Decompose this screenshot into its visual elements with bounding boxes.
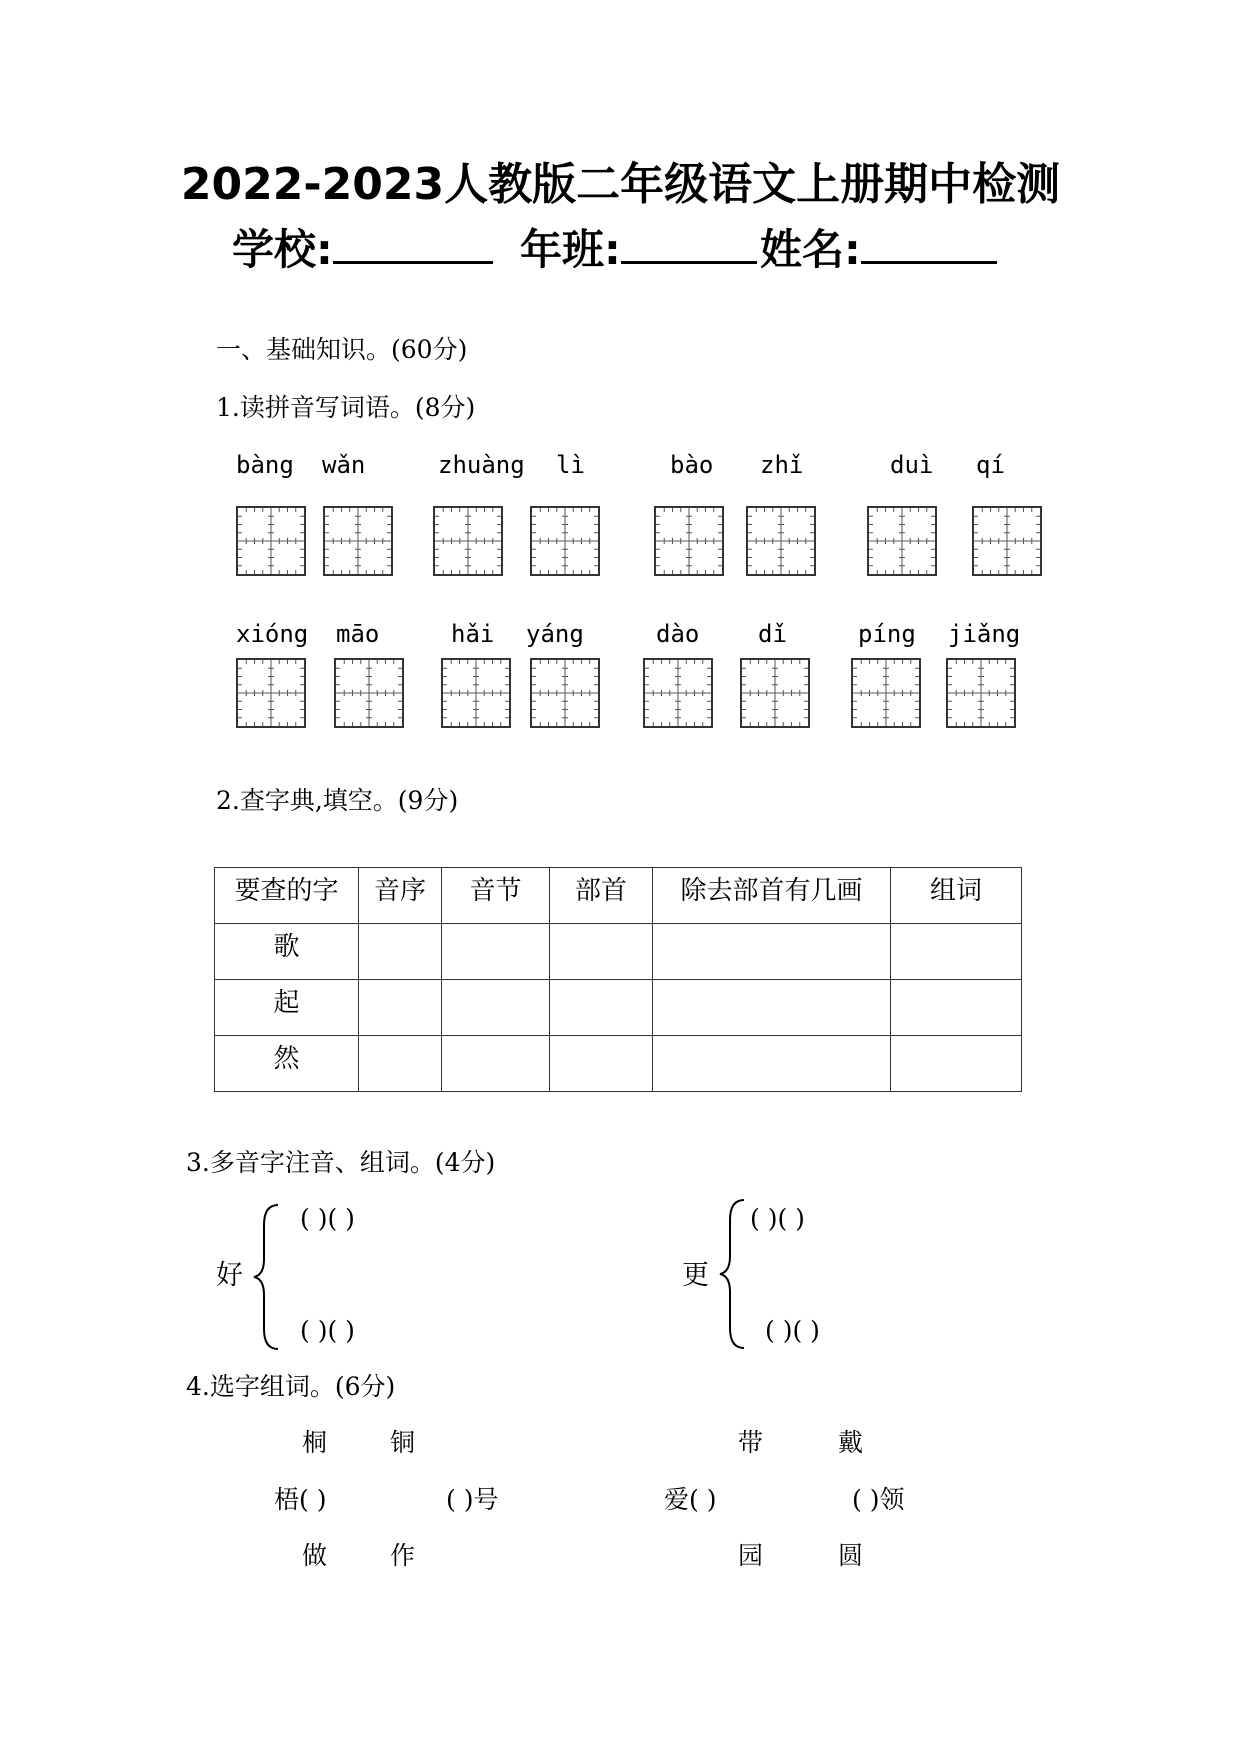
- writing-grid[interactable]: [236, 658, 306, 728]
- answer-cell[interactable]: [359, 1036, 442, 1092]
- word-blank[interactable]: ( )领: [852, 1485, 905, 1514]
- pinyin: píng: [858, 620, 916, 648]
- brace-icon: [718, 1198, 748, 1350]
- column-header: 音序: [359, 868, 442, 924]
- pinyin: duì: [890, 451, 934, 479]
- section-heading: 一、基础知识。(60分): [216, 335, 468, 364]
- writing-grid[interactable]: [643, 658, 713, 728]
- answer-parens[interactable]: ( )( ): [300, 1204, 355, 1233]
- writing-grid[interactable]: [867, 506, 937, 576]
- writing-grid[interactable]: [334, 658, 404, 728]
- answer-cell[interactable]: [442, 924, 550, 980]
- answer-parens[interactable]: ( )( ): [765, 1316, 820, 1345]
- pinyin: zhuàng: [438, 451, 525, 479]
- choice-char: 铜: [390, 1428, 416, 1457]
- dictionary-table: [214, 867, 1022, 1092]
- writing-grid[interactable]: [236, 506, 306, 576]
- polyphone-char: 更: [682, 1260, 709, 1291]
- pinyin: lì: [556, 451, 585, 479]
- choice-char: 带: [738, 1428, 764, 1457]
- word-blank[interactable]: 梧( ): [274, 1485, 327, 1514]
- pinyin: bào: [670, 451, 714, 479]
- pinyin: dǐ: [758, 620, 787, 648]
- column-header: 除去部首有几画: [653, 868, 891, 924]
- word-blank[interactable]: 爱( ): [664, 1485, 717, 1514]
- answer-cell[interactable]: [359, 924, 442, 980]
- answer-cell[interactable]: [653, 924, 891, 980]
- writing-grid[interactable]: [746, 506, 816, 576]
- table-row: [215, 1036, 1022, 1092]
- word-blank[interactable]: ( )号: [446, 1485, 499, 1514]
- pinyin: hǎi: [451, 620, 495, 648]
- class-field: [520, 225, 757, 274]
- answer-cell[interactable]: [550, 924, 653, 980]
- pinyin: zhǐ: [760, 451, 804, 479]
- writing-grid[interactable]: [530, 506, 600, 576]
- answer-cell[interactable]: [442, 1036, 550, 1092]
- column-header: 部首: [550, 868, 653, 924]
- question-2-heading: 2.查字典,填空。(9分): [216, 786, 459, 815]
- table-header-row: [215, 868, 1022, 924]
- answer-cell[interactable]: [442, 980, 550, 1036]
- choice-char: 园: [738, 1541, 764, 1570]
- question-1-heading: 1.读拼音写词语。(8分): [216, 393, 476, 422]
- pinyin: yáng: [526, 620, 584, 648]
- page-title: 2022-2023人教版二年级语文上册期中检测: [180, 159, 1061, 210]
- writing-grid[interactable]: [654, 506, 724, 576]
- class-label: 年班:: [520, 225, 621, 274]
- answer-cell[interactable]: [891, 1036, 1022, 1092]
- pinyin: dào: [656, 620, 700, 648]
- writing-grid[interactable]: [530, 658, 600, 728]
- question-3-heading: 3.多音字注音、组词。(4分): [186, 1148, 496, 1177]
- writing-grid[interactable]: [851, 658, 921, 728]
- name-label: 姓名:: [760, 225, 861, 274]
- question-4-heading: 4.选字组词。(6分): [186, 1372, 396, 1401]
- column-header: 组词: [891, 868, 1022, 924]
- brace-icon: [252, 1203, 282, 1351]
- table-row: [215, 980, 1022, 1036]
- name-blank[interactable]: [861, 225, 997, 264]
- writing-grid[interactable]: [441, 658, 511, 728]
- choice-char: 圆: [838, 1541, 864, 1570]
- pinyin: qí: [976, 451, 1005, 479]
- choice-char: 桐: [302, 1428, 328, 1457]
- answer-cell[interactable]: [891, 980, 1022, 1036]
- pinyin: jiǎng: [948, 620, 1021, 648]
- answer-cell[interactable]: [891, 924, 1022, 980]
- pinyin: māo: [336, 620, 380, 648]
- choice-char: 作: [390, 1541, 416, 1570]
- choice-char: 做: [302, 1541, 328, 1570]
- answer-cell[interactable]: [653, 1036, 891, 1092]
- writing-grid[interactable]: [433, 506, 503, 576]
- answer-cell[interactable]: [550, 980, 653, 1036]
- school-field: [232, 225, 493, 274]
- answer-cell[interactable]: [653, 980, 891, 1036]
- answer-cell[interactable]: [359, 980, 442, 1036]
- class-blank[interactable]: [621, 225, 757, 264]
- writing-grid[interactable]: [323, 506, 393, 576]
- answer-parens[interactable]: ( )( ): [750, 1204, 805, 1233]
- writing-grid[interactable]: [946, 658, 1016, 728]
- choice-char: 戴: [838, 1428, 864, 1457]
- pinyin: bàng: [236, 451, 294, 479]
- pinyin: xióng: [236, 620, 309, 648]
- lookup-char: 然: [215, 1036, 359, 1092]
- table-row: [215, 924, 1022, 980]
- lookup-char: 起: [215, 980, 359, 1036]
- column-header: 音节: [442, 868, 550, 924]
- pinyin: wǎn: [322, 451, 366, 479]
- column-header: 要查的字: [215, 868, 359, 924]
- school-blank[interactable]: [333, 225, 493, 264]
- writing-grid[interactable]: [740, 658, 810, 728]
- answer-parens[interactable]: ( )( ): [300, 1316, 355, 1345]
- answer-cell[interactable]: [550, 1036, 653, 1092]
- school-label: 学校:: [232, 225, 333, 274]
- writing-grid[interactable]: [972, 506, 1042, 576]
- name-field: [760, 225, 997, 274]
- lookup-char: 歌: [215, 924, 359, 980]
- polyphone-char: 好: [216, 1260, 243, 1291]
